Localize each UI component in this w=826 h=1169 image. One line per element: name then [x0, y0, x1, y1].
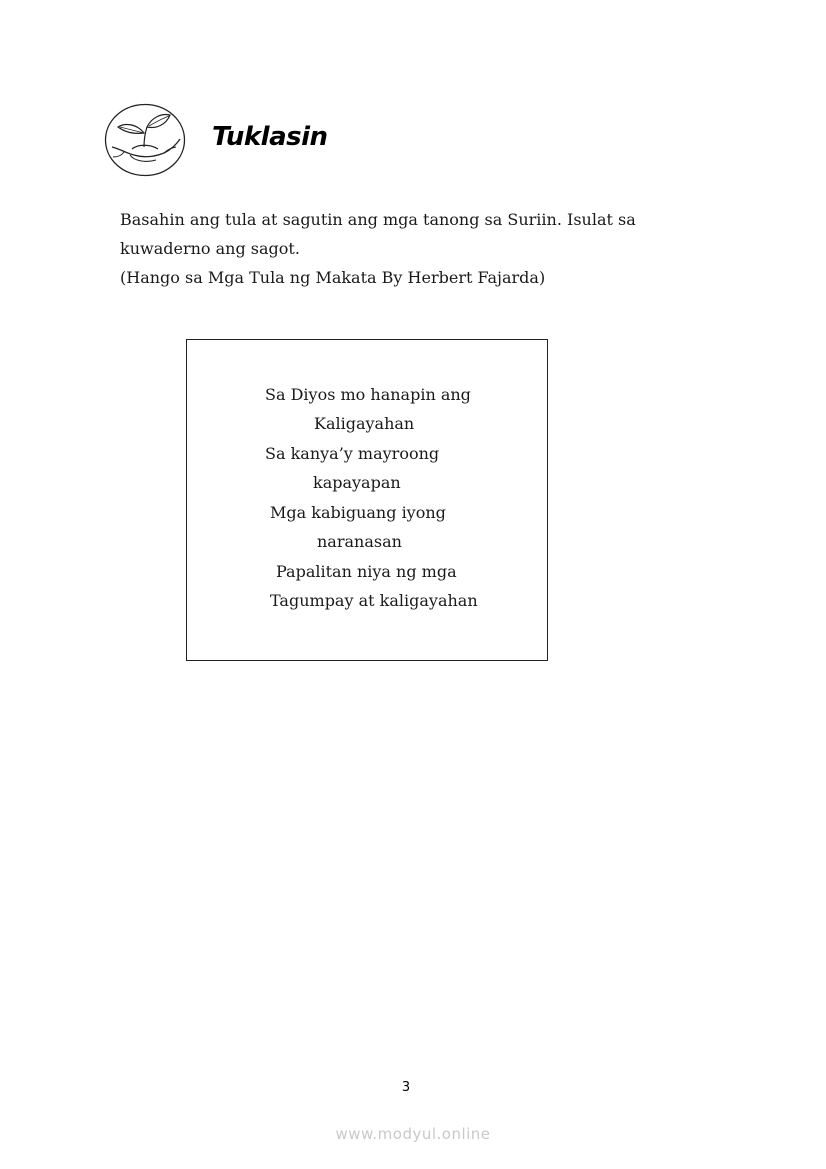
- page-number: 3: [401, 1080, 411, 1095]
- poem-line: Sa Diyos mo hanapin ang: [265, 385, 471, 404]
- watermark: www.modyul.online: [335, 1125, 491, 1143]
- section-title: Tuklasin: [212, 122, 328, 152]
- poem-line: Sa kanya’y mayroong: [265, 444, 440, 463]
- instructions: [120, 205, 720, 292]
- hand-with-plant-icon: [104, 103, 186, 177]
- poem-line: naranasan: [317, 532, 402, 551]
- poem-box: [186, 339, 548, 661]
- instruction-line: Basahin ang tula at sagutin ang mga tanong sa Suriin. Isulat sa: [120, 210, 636, 229]
- poem-line: Kaligayahan: [314, 414, 415, 433]
- poem-line: Tagumpay at kaligayahan: [270, 591, 478, 610]
- poem-line: Papalitan niya ng mga: [276, 562, 457, 581]
- instruction-line: kuwaderno ang sagot.: [120, 239, 300, 258]
- poem-line: kapayapan: [313, 473, 401, 492]
- source-citation: (Hango sa Mga Tula ng Makata By Herbert Fajarda): [120, 268, 546, 287]
- poem-line: Mga kabiguang iyong: [270, 503, 446, 522]
